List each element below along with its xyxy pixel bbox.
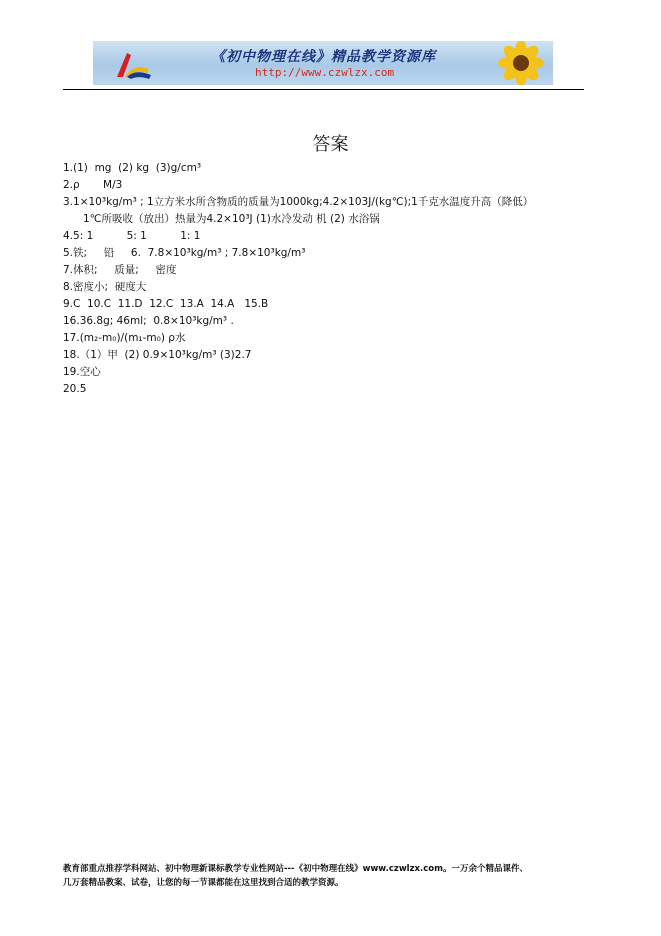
footer-line: 几万套精品教案、试卷，让您的每一节课都能在这里找到合适的教学资源。 [63,878,344,888]
page-title: 答案 [312,134,349,155]
answer-line: 16.36.8g; 46ml; 0.8×10³kg/m³ . [63,315,234,327]
answer-line: 17.(m₂-m₀)/(m₁-m₀) ρ水 [63,332,186,344]
answer-line: 1℃所吸收（放出）热量为4.2×10³J (1)水冷发动 机 (2) 水浴锅 [83,213,380,225]
answer-line: 20.5 [63,383,87,395]
banner-url[interactable]: http://www.czwlzx.com [255,66,395,79]
answer-list [63,160,593,398]
answer-line: 4.5: 1 5: 1 1: 1 [63,230,201,242]
answer-line: 5.铁; 铅 6. 7.8×10³kg/m³ ; 7.8×10³kg/m³ [63,247,306,259]
footer-line: 教育部重点推荐学科网站、初中物理新课标教学专业性网站---《初中物理在线》www.czwlzx.com。一万余个精品课件、 [63,864,528,874]
answer-line: 2.ρ M/3 [63,179,123,191]
answer-line: 7.体积; 质量; 密度 [63,264,177,276]
answer-line: 3.1×10³kg/m³ ; 1立方米水所含物质的质量为1000kg;4.2×103J/(kg℃);1千克水温度升高（降低） [63,196,534,208]
header-divider [63,89,584,90]
answer-line: 19.空心 [63,366,101,378]
answer-line: 9.C 10.C 11.D 12.C 13.A 14.A 15.B [63,298,269,310]
site-logo-icon [113,49,153,81]
answer-line: 1.(1) mg (2) kg (3)g/cm³ [63,162,202,174]
banner-title: 《初中物理在线》精品教学资源库 [211,49,436,65]
answer-line: 8.密度小; 硬度大 [63,281,147,293]
header-banner [93,41,553,85]
sunflower-icon [483,41,553,85]
answer-line: 18.（1）甲 (2) 0.9×10³kg/m³ (3)2.7 [63,349,252,361]
page-footer [63,862,603,890]
